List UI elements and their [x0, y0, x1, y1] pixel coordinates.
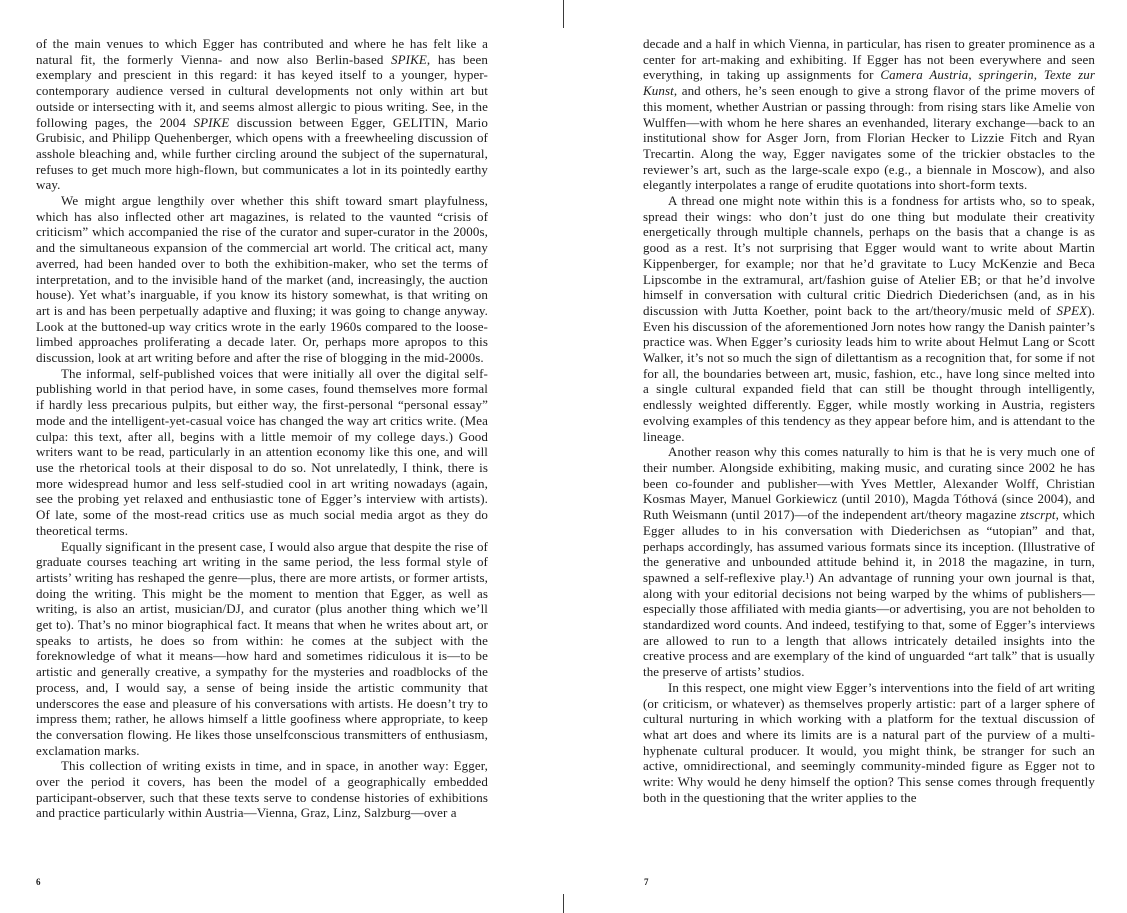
body-text: A thread one might note within this is a fondness for artists who, so to speak, spread their wings: who don’t just do one thing but modulate their creativity energetically through multiple channels, perhaps on the basis that a change is as good as a rest. It’s not surprising that Egger would want to write about Martin Kippenberger, for example; nor that he’d gravitate to Lucy McKenzie and Beca Lipscombe in the extramural, art/fashion guise of Atelier EB; or that he’d involve himself in conversation with cultural critic Diedrich Diederichsen (and, as in his discussion with Jutta Koether, point back to the art/theory/music meld of — [643, 193, 1095, 318]
italic-title-text: SPIKE — [391, 51, 427, 67]
gutter-fold-line-bottom — [563, 894, 564, 913]
paragraph — [643, 444, 1095, 680]
italic-title-text: Camera Austria — [880, 67, 969, 83]
body-text: We might argue lengthily over whether this shift toward smart playfulness, which has also inflected other art magazines, is related to the vaunted “crisis of criticism” which accompanied the rise of the curator and super-curator in the 2000s, and the simultaneous expansion of the commercial art world. The critical act, many averred, had been handed over to both the exhibition-maker, who set the terms of interpretation, and to the invisible hand of the market (and, increasingly, the auction house). Yet what’s inarguable, if you know its history somewhat, is that writing on art is and has been perpetually adaptive and fluxing; it was going to change anyway. Look at the buttoned-up way critics wrote in the early 1960s compared to the loose-limbed approaches proliferating a decade later. Or, perhaps more apropos to this discussion, look at art writing before and after the rise of blogging in the mid-2000s. — [36, 193, 488, 366]
paragraph — [36, 539, 488, 759]
body-text: , — [968, 67, 979, 83]
italic-title-text: ztscrpt — [1020, 507, 1056, 523]
italic-title-text: SPIKE — [193, 114, 230, 130]
paragraph — [643, 680, 1095, 806]
body-text: Another reason why this comes naturally to him is that he is very much one of their number. Alongside exhibiting, making music, and curating since 2002 he has been co-founder and publisher—with Yves Mettler, Alexander Wolff, Christian Kosmas Mayer, Manuel Gorkiewicz (until 2010), Magda Tóthová (since 2004), and Ruth Weismann (until 2017)—of the independent art/theory magazine — [643, 444, 1095, 523]
body-text: The informal, self-published voices that were initially all over the digital self-publishing world in that period have, in some cases, found themselves more formal if hardly less precarious pulpits, but either way, the first-personal “personal essay” mode and the intelligent-yet-casual voice has changed the way art critics write. (Mea culpa: this text, after all, begins with a little memoir of my college days.) Good writers want to be read, particularly in an attention economy like this one, and will use the rhetorical tools at their disposal to do so. Not unrelatedly, I think, there is more widespread humor and less self-studied cool in art writing nowadays (again, see the probing yet relaxed and enthusiastic tone of Egger’s interview with artists). Of late, some of the most-read critics use as much social media argot as they do theoretical terms. — [36, 365, 488, 538]
italic-title-text: springerin — [978, 67, 1034, 83]
body-text: Equally significant in the present case, I would also argue that despite the rise of graduate courses teaching art writing in the same period, the less formal style of artists’ writing has reshaped the genre—plus, there are more artists, or former artists, doing the writing. This might be the moment to mention that Egger, as well as writing, is also an artist, musician/DJ, and curator (plus another thing which we’ll get to). That’s no minor biographical fact. It means that when he writes about art, or speaks to artists, he does so from within: he comes at the subject with the foreknowledge of what it means—how hard and sometimes ridiculous it is—to be artistic and generally creative, a sympathy for the mysteries and roadblocks of the process, and, I would say, a sense of being inside the artistic community that underscores the ease and pleasure of his conversations with artists. He doesn’t try to impress them; rather, he allows himself a little goofiness where appropriate, to keep the conversation flowing. He likes those unselfconscious transmitters of enthusiasm, exclamation marks. — [36, 538, 488, 758]
text-column-right — [643, 36, 1095, 805]
body-text: , — [1033, 67, 1044, 83]
paragraph — [36, 366, 488, 539]
paragraph — [36, 36, 488, 193]
body-text: of the main venues to which Egger has contributed and where he has felt like a natural fit, the formerly Vienna- and now also Berlin-based — [36, 36, 488, 67]
text-column-left — [36, 36, 488, 821]
italic-title-text: Texte zur Kunst — [643, 67, 1096, 99]
page-number-right: 7 — [644, 877, 649, 887]
body-text: This collection of writing exists in time, and in space, in another way: Egger, over the period it covers, has been the model of a geographically embedded participant-observer, such that these texts serve to condense histories of exhibitions and practice particularly within Austria—Vienna, Graz, Linz, Salzburg—over a — [36, 758, 488, 821]
paragraph — [36, 758, 488, 821]
paragraph — [36, 193, 488, 366]
body-text: In this respect, one might view Egger’s interventions into the field of art writing (or criticism, or whatever) as themselves properly artistic: part of a larger sphere of cultural nurturing in which working with a platform for the textual discussion of what art does and where its limits are is a natural part of the purview of a multi-hyphenate cultural producer. It would, you might think, be stranger for such an active, omnidirectional, and seemingly community-minded figure as Egger not to write: Why would he deny himself the option? This sense comes through frequently both in the questioning that the writer applies to the — [643, 679, 1095, 805]
body-text: discussion between Egger, GELITIN, Mario Grubisic, and Philipp Quehenberger, which opens with a freewheeling discussion of asshole bleaching and, while further circling around the subject of the supernatural, refuses to get much more high-flown, but communicates a lot in its pointedly earthy way. — [36, 114, 488, 193]
italic-title-text: SPEX — [1056, 302, 1088, 318]
body-text: decade and a half in which Vienna, in particular, has risen to greater prominence as a center for art-making and exhibiting. If Egger has not been everywhere and seen everything, in taking up assignments for — [643, 36, 1095, 83]
body-text: , and others, he’s seen enough to give a strong flavor of the prime movers of this moment, whether Austrian or passing through: from rising stars like Amelie von Wulffen—with whom he here shares an evenhanded, literary exchange—back to an institutional show for Asger Jorn, from Florian Hecker to Lizzie Fitch and Ryan Trecartin. Along the way, Egger navigates some of the trickier obstacles to the reviewer’s art, such as the large-scale expo (e.g., a biennale in Moscow), and also elegantly interpolates a range of erudite quotations into short-form texts. — [643, 83, 1095, 193]
body-text: , has been exemplary and prescient in this regard: it has keyed itself to a younger, hyper-contemporary audience versed in cultural developments not only within art but outside or intersecting with it, and seems almost allergic to pious writing. See, in the following pages, the 2004 — [36, 51, 488, 130]
gutter-fold-line-top — [563, 0, 564, 28]
page-number-left: 6 — [36, 877, 41, 887]
paragraph — [643, 193, 1095, 444]
paragraph — [643, 36, 1095, 193]
body-text: ). Even his discussion of the aforementioned Jorn notes how rangy the Danish painter’s practice was. When Egger’s curiosity leads him to write about Helmut Lang or Scott Walker, it’s not so much the sign of dilettantism as a recognition that, for some if not for all, the boundaries between art, music, fashion, etc., have long since melted into a single cultural expanded field that can still be thought through intelligently, endlessly weighted differently. Egger, while mostly working in Austria, registers evolving examples of this tendency as they appear before him, and is attendant to the lineage. — [643, 302, 1095, 444]
body-text: , which Egger alludes to in his conversation with Diederichsen as “utopian” and that, perhaps accordingly, has assumed various formats since its inception. (Illustrative of the generative and unbounded attitude behind it, in 2018 the magazine, in turn, spawned a self-reflexive play.¹) An advantage of running your own journal is that, along with your editorial decisions not being warped by the whims of publishers—especially those affiliated with media giants—or advertising, you are not beholden to standardized word counts. And indeed, testifying to that, some of Egger’s interviews are allowed to run to a length that allows intricately detailed insights into the creative process and are exemplary of the kind of unguarded “art talk” that is usually the preserve of artists’ studios. — [643, 507, 1095, 680]
